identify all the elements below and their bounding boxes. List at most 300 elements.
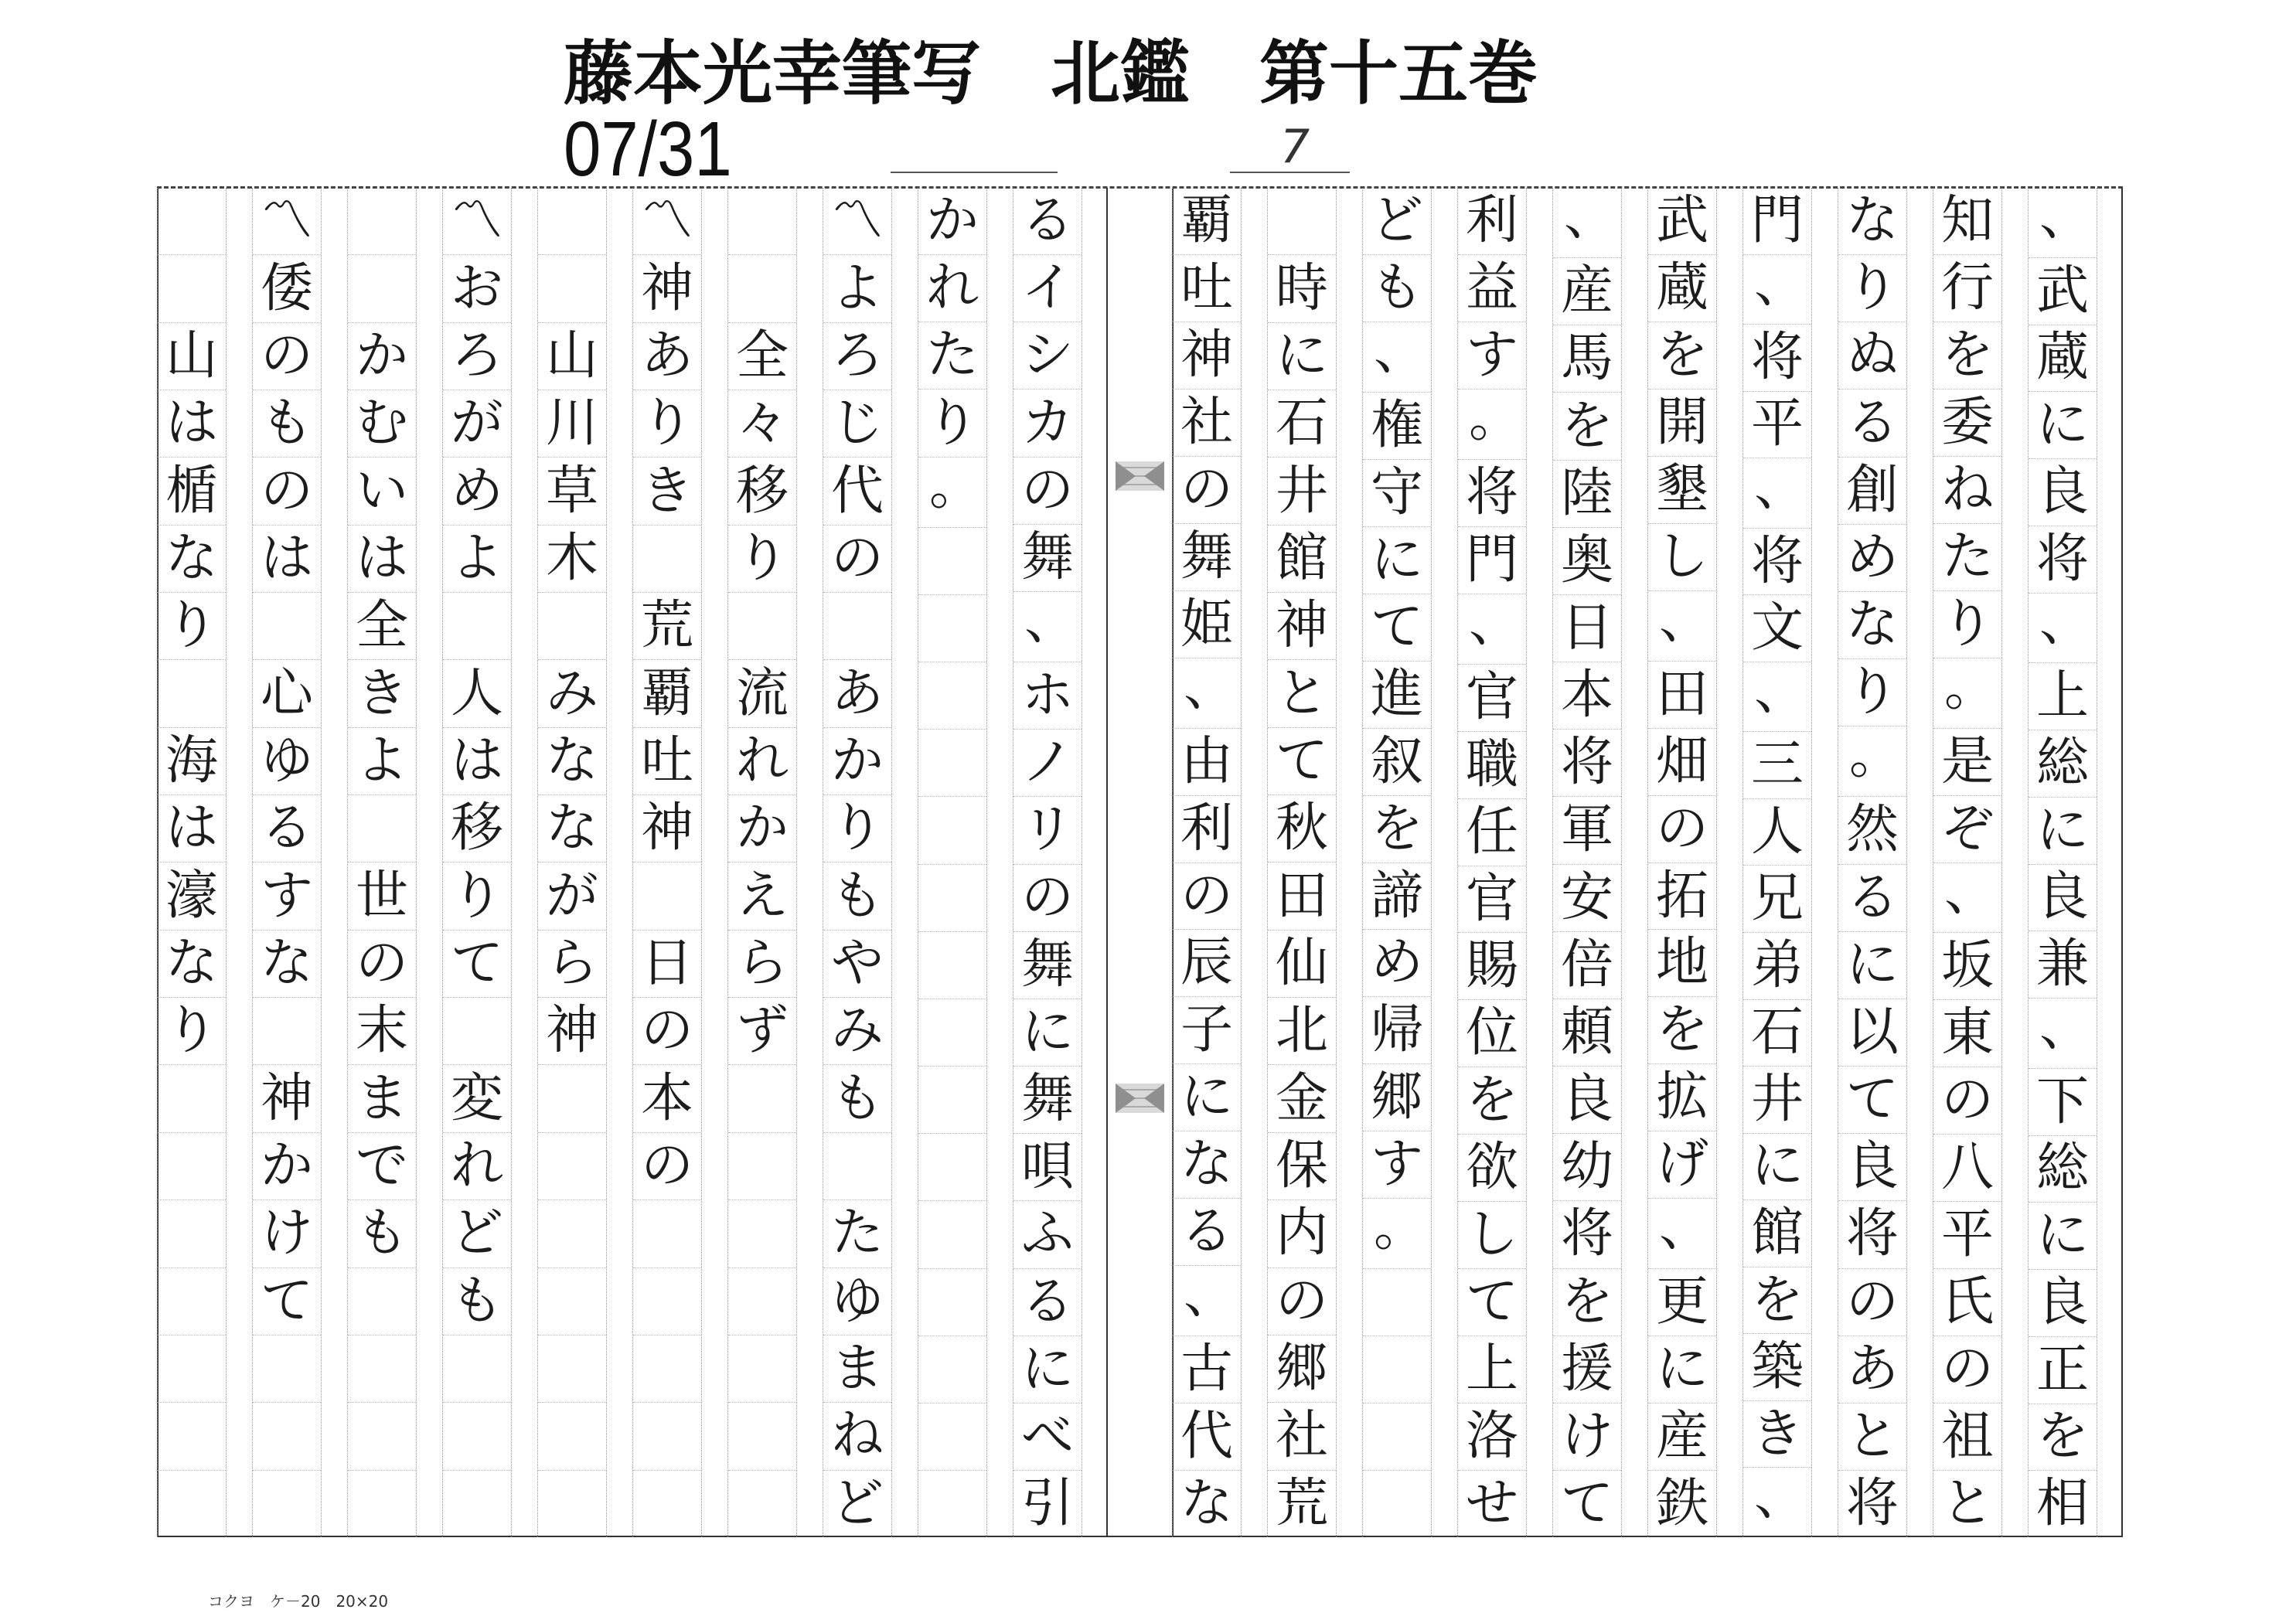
column-slot xyxy=(918,188,1013,1537)
column-slot xyxy=(1013,188,1108,1537)
char-cell: 時 xyxy=(1268,255,1336,322)
char-cell: 総 xyxy=(2029,1136,2097,1203)
char-cell xyxy=(538,1065,606,1132)
char-cell: 益 xyxy=(1458,255,1526,322)
manuscript-column xyxy=(1013,188,1082,1537)
char-cell: あ xyxy=(823,660,891,727)
char-cell xyxy=(253,1471,321,1537)
manuscript-column xyxy=(1838,188,1907,1537)
char-cell: 覇 xyxy=(1173,188,1241,255)
char-cell: 石 xyxy=(1268,390,1336,458)
char-cell: 官 xyxy=(1458,665,1526,732)
char-cell: 、 xyxy=(2029,999,2097,1069)
char-cell: 下 xyxy=(2029,1069,2097,1136)
char-cell: よ xyxy=(348,728,416,795)
char-cell: 利 xyxy=(1458,188,1526,255)
date-label: 07/31 xyxy=(564,106,732,192)
char-cell: ろ xyxy=(443,323,511,390)
char-cell: り xyxy=(918,390,986,457)
char-cell: 上 xyxy=(1458,1336,1526,1404)
char-cell: る xyxy=(1173,1199,1241,1266)
char-cell: 日 xyxy=(633,931,701,998)
char-cell: を xyxy=(1743,1267,1811,1335)
char-cell xyxy=(728,1200,796,1267)
char-cell: 賜 xyxy=(1458,933,1526,1000)
char-cell: 兼 xyxy=(2029,931,2097,999)
char-cell xyxy=(633,1335,701,1403)
char-cell: に xyxy=(1648,1336,1716,1404)
char-cell: の xyxy=(1933,1336,2001,1404)
char-cell: の xyxy=(348,931,416,998)
char-cell: は xyxy=(253,526,321,593)
char-cell xyxy=(918,1134,986,1201)
char-cell: り xyxy=(823,795,891,863)
char-cell xyxy=(348,1335,416,1403)
char-cell: 門 xyxy=(1458,527,1526,594)
char-cell: な xyxy=(1838,592,1906,659)
manuscript-column xyxy=(2028,188,2097,1537)
char-cell: 守 xyxy=(1363,460,1431,527)
manuscript-column xyxy=(442,188,512,1537)
char-cell: ど xyxy=(1363,188,1431,255)
char-cell: に xyxy=(1013,1336,1082,1404)
char-cell: 門 xyxy=(1743,188,1811,255)
char-cell: め xyxy=(443,458,511,525)
char-cell: 海 xyxy=(158,728,226,795)
char-cell: け xyxy=(1553,1404,1621,1471)
char-cell: 移 xyxy=(443,795,511,863)
char-cell: 、 xyxy=(1173,658,1241,729)
char-cell xyxy=(823,1133,891,1200)
char-cell: ろ xyxy=(823,323,891,390)
char-cell: 帰 xyxy=(1363,997,1431,1064)
char-cell xyxy=(728,1133,796,1200)
char-cell: に xyxy=(1363,527,1431,594)
left-half xyxy=(157,188,1108,1537)
manuscript-column xyxy=(823,188,892,1537)
column-slot xyxy=(1742,188,1838,1537)
char-cell: 、 xyxy=(1743,255,1811,325)
char-cell: 軍 xyxy=(1553,797,1621,864)
char-cell: と xyxy=(1838,1404,1906,1471)
page-number: 7 xyxy=(1280,120,1310,174)
char-cell: は xyxy=(443,728,511,795)
char-cell: 。 xyxy=(1933,658,2001,729)
char-cell: れ xyxy=(443,1133,511,1200)
manuscript-sheet xyxy=(157,188,2123,1537)
char-cell xyxy=(918,865,986,932)
char-cell: 世 xyxy=(348,863,416,930)
char-cell: よ xyxy=(443,526,511,593)
char-cell: 将 xyxy=(1743,325,1811,392)
char-cell: ね xyxy=(1933,457,2001,524)
char-cell xyxy=(538,1471,606,1537)
char-cell xyxy=(918,999,986,1067)
char-cell: 楯 xyxy=(158,458,226,525)
char-cell: 金 xyxy=(1268,1065,1336,1132)
char-cell: 、 xyxy=(1933,863,2001,934)
center-fold-mark xyxy=(1116,1084,1164,1113)
char-cell xyxy=(918,797,986,864)
char-cell xyxy=(538,188,606,255)
char-cell xyxy=(633,1200,701,1267)
char-cell: 開 xyxy=(1648,390,1716,457)
char-cell: 内 xyxy=(1268,1200,1336,1267)
char-cell: 本 xyxy=(633,1065,701,1132)
char-cell: 正 xyxy=(2029,1337,2097,1404)
column-slot xyxy=(1457,188,1552,1537)
char-cell: 荒 xyxy=(1275,1472,1328,1534)
char-cell: て xyxy=(1363,594,1431,662)
char-cell xyxy=(918,1201,986,1268)
char-cell xyxy=(918,1067,986,1134)
char-cell: り xyxy=(443,863,511,930)
char-cell: ゆ xyxy=(253,728,321,795)
char-cell: 陸 xyxy=(1553,461,1621,528)
char-cell xyxy=(633,1268,701,1335)
char-cell: 社 xyxy=(1268,1403,1336,1470)
right-half xyxy=(1172,188,2123,1537)
char-cell: に xyxy=(2029,1203,2097,1270)
char-cell: 将 xyxy=(2029,526,2097,594)
char-cell: て xyxy=(1560,1473,1613,1535)
char-cell: 任 xyxy=(1458,799,1526,866)
char-cell: 然 xyxy=(1838,797,1906,864)
char-cell: 、 xyxy=(1743,458,1811,529)
char-cell: て xyxy=(1458,1269,1526,1336)
char-cell xyxy=(348,1268,416,1335)
char-cell: り xyxy=(1838,659,1906,726)
manuscript-column xyxy=(1933,188,2002,1537)
char-cell: 郷 xyxy=(1268,1335,1336,1403)
char-cell: 弟 xyxy=(1743,933,1811,1000)
char-cell: り xyxy=(1933,591,2001,658)
char-cell: 山 xyxy=(538,323,606,390)
char-cell: 畑 xyxy=(1648,729,1716,796)
char-cell: た xyxy=(1933,524,2001,591)
char-cell: も xyxy=(823,1065,891,1132)
char-cell: 舞 xyxy=(1013,932,1082,999)
char-cell: 人 xyxy=(1743,799,1811,866)
char-cell: ホ xyxy=(1013,662,1082,730)
char-cell xyxy=(918,1336,986,1404)
char-cell: 知 xyxy=(1933,188,2001,255)
char-cell: た xyxy=(918,322,986,390)
char-cell: 草 xyxy=(538,458,606,525)
manuscript-column xyxy=(1457,188,1527,1537)
char-cell: も xyxy=(443,1268,511,1335)
char-cell: 〽 xyxy=(823,188,891,255)
char-cell: も xyxy=(823,863,891,930)
column-slot xyxy=(1838,188,1933,1537)
char-cell: べ xyxy=(1013,1404,1082,1471)
char-cell: を xyxy=(1933,322,2001,390)
char-cell: 、 xyxy=(2029,594,2097,664)
char-cell: 神 xyxy=(1268,593,1336,660)
char-cell xyxy=(538,1403,606,1470)
char-cell: 。 xyxy=(1458,390,1526,460)
char-cell xyxy=(158,1403,226,1470)
char-cell: ど xyxy=(830,1472,884,1534)
char-cell xyxy=(538,1200,606,1267)
char-cell: 川 xyxy=(538,390,606,458)
char-cell: せ xyxy=(1465,1473,1518,1535)
char-cell xyxy=(538,593,606,660)
char-cell xyxy=(918,932,986,999)
char-cell: め xyxy=(1363,930,1431,997)
center-fold-mark xyxy=(1116,461,1164,491)
char-cell: 官 xyxy=(1458,866,1526,934)
manuscript-column xyxy=(632,188,702,1537)
char-cell: に xyxy=(1838,932,1906,999)
char-cell: す xyxy=(1363,1131,1431,1199)
char-cell: か xyxy=(348,323,416,390)
char-cell xyxy=(1363,1404,1431,1471)
char-cell: 子 xyxy=(1173,997,1241,1064)
char-cell: 良 xyxy=(1553,1067,1621,1134)
char-cell xyxy=(538,1133,606,1200)
char-cell: 舞 xyxy=(1173,524,1241,591)
char-cell: る xyxy=(1013,1269,1082,1336)
char-cell xyxy=(443,998,511,1065)
char-cell: 館 xyxy=(1268,526,1336,593)
char-cell: 舞 xyxy=(1013,525,1082,592)
char-cell: 、 xyxy=(1648,591,1716,662)
char-cell: 墾 xyxy=(1648,457,1716,524)
char-cell: る xyxy=(1013,188,1082,255)
char-cell: り xyxy=(1838,255,1906,322)
char-cell: 館 xyxy=(1743,1200,1811,1267)
manuscript-column xyxy=(157,188,227,1537)
char-cell: 心 xyxy=(253,660,321,727)
char-cell: 、 xyxy=(1648,1199,1716,1269)
char-cell: 将 xyxy=(1553,1201,1621,1268)
char-cell: カ xyxy=(1013,390,1082,457)
char-cell: 流 xyxy=(728,660,796,727)
char-cell: の xyxy=(253,323,321,390)
char-cell: ら xyxy=(538,931,606,998)
char-cell: 社 xyxy=(1173,390,1241,457)
char-cell: 武 xyxy=(2029,258,2097,325)
char-cell: が xyxy=(443,390,511,458)
char-cell: 鉄 xyxy=(1655,1473,1708,1535)
char-cell: れ xyxy=(918,255,986,322)
char-cell: 地 xyxy=(1648,930,1716,997)
char-cell: る xyxy=(1838,390,1906,457)
char-cell: の xyxy=(253,458,321,525)
char-cell: て xyxy=(1268,728,1336,795)
column-slot xyxy=(1267,188,1362,1537)
char-cell: 田 xyxy=(1648,662,1716,729)
char-cell: か xyxy=(918,188,986,255)
column-slot xyxy=(1933,188,2028,1537)
char-cell: ふ xyxy=(1013,1201,1082,1268)
char-cell: 。 xyxy=(918,458,986,528)
char-cell: じ xyxy=(823,390,891,458)
column-slot xyxy=(1647,188,1742,1537)
char-cell: に xyxy=(1268,323,1336,390)
char-cell: 倭 xyxy=(253,255,321,322)
char-cell xyxy=(538,1268,606,1335)
char-cell xyxy=(918,595,986,662)
char-cell: か xyxy=(728,795,796,863)
char-cell: 郷 xyxy=(1363,1064,1431,1131)
char-cell: 〽 xyxy=(253,188,321,255)
column-slot xyxy=(347,188,442,1537)
char-cell xyxy=(348,1403,416,1470)
char-cell: あ xyxy=(633,323,701,390)
char-cell: は xyxy=(158,795,226,863)
char-cell: 総 xyxy=(2029,730,2097,798)
char-cell: な xyxy=(538,728,606,795)
char-cell: の xyxy=(1838,1269,1906,1336)
char-cell xyxy=(158,1471,226,1537)
char-cell: 神 xyxy=(633,255,701,322)
column-slot xyxy=(442,188,537,1537)
char-cell: も xyxy=(1363,255,1431,322)
char-cell: 。 xyxy=(1838,726,1906,797)
char-cell: 進 xyxy=(1363,662,1431,729)
char-cell: を xyxy=(1648,997,1716,1064)
char-cell: 、 xyxy=(2029,188,2097,258)
char-cell: 拡 xyxy=(1648,1064,1716,1131)
column-slot xyxy=(1362,188,1457,1537)
char-cell: 将 xyxy=(1743,529,1811,596)
char-cell: 行 xyxy=(1933,255,2001,322)
char-cell: の xyxy=(1648,796,1716,863)
char-cell xyxy=(158,255,226,322)
char-cell: 頼 xyxy=(1553,999,1621,1067)
char-cell: や xyxy=(823,931,891,998)
char-cell: 、 xyxy=(1173,1266,1241,1336)
char-cell: す xyxy=(1458,322,1526,390)
char-cell: の xyxy=(1268,1268,1336,1335)
char-cell xyxy=(823,593,891,660)
char-cell xyxy=(728,1268,796,1335)
char-cell xyxy=(918,1404,986,1471)
char-cell: を xyxy=(1458,1067,1526,1135)
char-cell: に xyxy=(1013,999,1082,1067)
char-cell: す xyxy=(253,863,321,930)
char-cell xyxy=(348,255,416,322)
char-cell: ゆ xyxy=(823,1268,891,1335)
char-cell: お xyxy=(443,255,511,322)
char-cell xyxy=(918,730,986,797)
char-cell: 覇 xyxy=(633,660,701,727)
char-cell: の xyxy=(823,526,891,593)
char-cell: イ xyxy=(1013,255,1082,322)
char-cell: 是 xyxy=(1933,729,2001,796)
char-cell xyxy=(918,528,986,595)
char-cell: 職 xyxy=(1458,732,1526,799)
char-cell: を xyxy=(2029,1404,2097,1472)
char-cell xyxy=(633,863,701,930)
char-cell xyxy=(158,1065,226,1132)
char-cell: 唄 xyxy=(1013,1134,1082,1201)
char-cell: か xyxy=(253,1133,321,1200)
char-cell: 平 xyxy=(1743,392,1811,459)
char-cell: 援 xyxy=(1553,1336,1621,1404)
char-cell: 全 xyxy=(348,593,416,660)
char-cell: 井 xyxy=(1268,458,1336,525)
char-cell: の xyxy=(633,998,701,1065)
char-cell: 由 xyxy=(1173,729,1241,796)
char-cell: 、 xyxy=(1753,1466,1807,1528)
char-cell xyxy=(633,1403,701,1470)
char-cell: な xyxy=(1838,188,1906,255)
char-cell: を xyxy=(1363,796,1431,863)
manuscript-column xyxy=(347,188,417,1537)
char-cell: が xyxy=(538,863,606,930)
char-cell: む xyxy=(348,390,416,458)
manuscript-column xyxy=(918,188,987,1537)
char-cell: 産 xyxy=(1648,1404,1716,1471)
char-cell: と xyxy=(1268,660,1336,727)
column-slot xyxy=(823,188,918,1537)
char-cell: 濠 xyxy=(158,863,226,930)
char-cell: の xyxy=(1173,457,1241,524)
char-cell xyxy=(728,188,796,255)
char-cell: 相 xyxy=(2035,1473,2089,1535)
char-cell: い xyxy=(348,458,416,525)
char-cell: 。 xyxy=(1363,1199,1431,1269)
char-cell: 古 xyxy=(1173,1336,1241,1404)
char-cell: 蔵 xyxy=(2029,325,2097,393)
char-cell: き xyxy=(348,660,416,727)
char-cell xyxy=(728,255,796,322)
char-cell: 奥 xyxy=(1553,528,1621,595)
char-cell: リ xyxy=(1013,797,1082,864)
char-cell: の xyxy=(633,1133,701,1200)
char-cell xyxy=(728,1065,796,1132)
char-cell: 叙 xyxy=(1363,729,1431,796)
char-cell: 山 xyxy=(158,323,226,390)
char-cell: る xyxy=(253,795,321,863)
char-cell: 蔵 xyxy=(1648,255,1716,322)
char-cell: み xyxy=(538,660,606,727)
char-cell: 氏 xyxy=(1933,1269,2001,1336)
char-cell: も xyxy=(253,390,321,458)
char-cell: 全 xyxy=(728,323,796,390)
char-cell: 委 xyxy=(1933,390,2001,457)
char-cell: 〽 xyxy=(443,188,511,255)
char-cell xyxy=(348,188,416,255)
char-cell: 、 xyxy=(1363,322,1431,393)
char-cell: え xyxy=(728,863,796,930)
manuscript-column xyxy=(1552,188,1622,1537)
char-cell: ぞ xyxy=(1933,796,2001,863)
char-cell: な xyxy=(158,931,226,998)
char-cell xyxy=(1363,1471,1431,1537)
char-cell: 日 xyxy=(1553,595,1621,662)
char-cell: 将 xyxy=(1838,1201,1906,1268)
char-cell: 産 xyxy=(1553,258,1621,325)
char-cell: 平 xyxy=(1933,1202,2001,1269)
char-cell: げ xyxy=(1648,1131,1716,1199)
char-cell xyxy=(158,188,226,255)
char-cell: も xyxy=(348,1200,416,1267)
char-cell: 仙 xyxy=(1268,931,1336,998)
document-title: 藤本光幸筆写 北鑑 第十五巻 xyxy=(564,33,1538,114)
char-cell: 神 xyxy=(253,1065,321,1132)
char-cell: な xyxy=(1180,1473,1233,1535)
char-cell: あ xyxy=(1838,1336,1906,1404)
char-cell: の xyxy=(1013,865,1082,932)
manuscript-column xyxy=(1742,188,1812,1537)
char-cell: 三 xyxy=(1743,732,1811,799)
char-cell: の xyxy=(1013,458,1082,525)
char-cell: 北 xyxy=(1268,998,1336,1065)
